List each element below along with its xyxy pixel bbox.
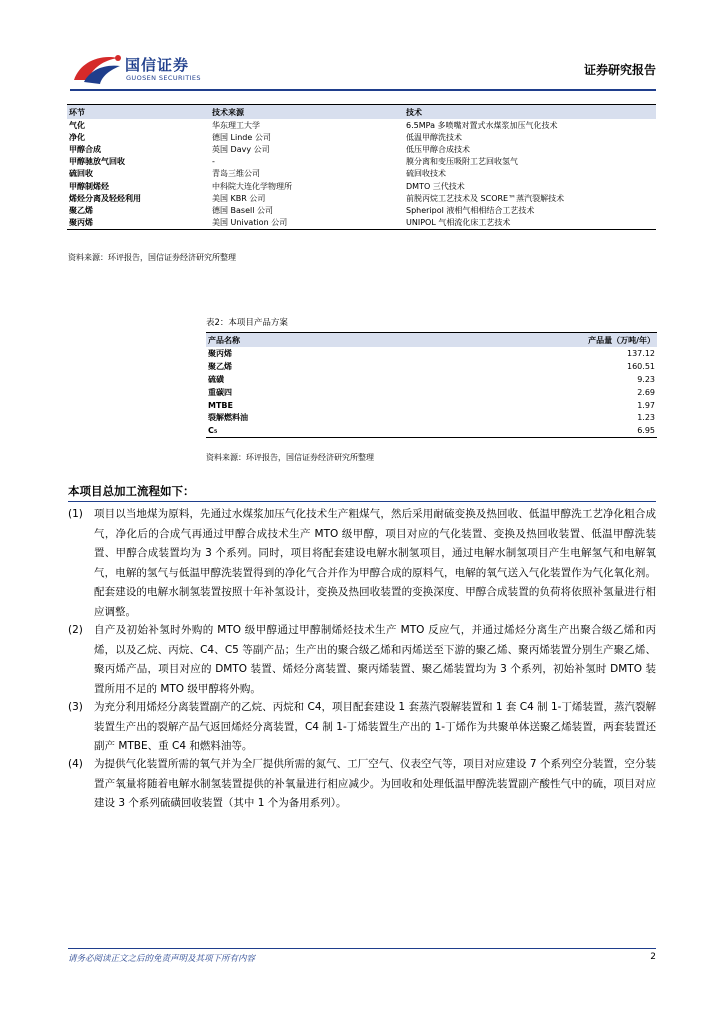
footer-divider [68,948,656,949]
table-cell: 硫回收技术 [406,169,446,179]
table-cell: 甲醇制烯烃 [69,181,109,191]
table-cell: UNIPOL 气相流化床工艺技术 [404,217,656,230]
report-type-label: 证券研究报告 [583,63,656,77]
table-row [67,192,656,204]
paragraph-number: (3) [68,701,83,713]
table-cell: 1.97 [637,400,655,410]
section-divider [68,501,656,502]
table-cell: 硫磺 [208,374,224,384]
table-cell: 膜分离和变压吸附工艺回收氢气 [406,157,518,167]
guosen-logo-icon [70,50,130,86]
section-heading: 本项目总加工流程如下： [68,484,195,498]
table-row [67,156,656,168]
paragraph-number: (4) [68,758,83,770]
table-row [206,360,657,373]
table-cell: 低温甲醇洗技术 [406,132,462,142]
table-cell: C₅ [206,424,379,437]
column-header: 环节 [67,105,210,120]
table-cell: 硫回收 [69,169,93,179]
table-cell: 160.51 [627,361,655,371]
header-divider [70,89,656,91]
table-cell: 6.95 [379,424,657,437]
table-cell: 裂解燃料油 [208,413,248,423]
table-cell: 中科院大连化学物理所 [212,181,292,191]
table-cell: 1.23 [637,413,655,423]
brand-name-en: GUOSEN SECURITIES [126,74,201,82]
table-cell: 聚乙烯 [69,205,93,215]
table-cell: 6.5MPa 多喷嘴对置式水煤浆加压气化技术 [406,120,558,130]
table-source-note: 资料来源：环评报告，国信证券经济研究所整理 [206,453,374,462]
paragraph [68,505,656,622]
brand-name-cn: 国信证券 [125,56,190,74]
table-row [67,217,656,230]
table-cell: 德国 Basell 公司 [212,205,274,215]
column-header: 产品名称 [206,333,379,348]
table-cell: 华东理工大学 [212,120,260,130]
table-cell: - [212,157,215,167]
table-cell: 前脱丙烷工艺技术及 SCORE™蒸汽裂解技术 [406,193,565,203]
paragraph [68,698,656,757]
table-row [206,373,657,386]
table-row [67,204,656,216]
table-cell: 聚丙烯 [208,348,232,358]
table-cell: 聚乙烯 [208,361,232,371]
table-cell: 2.69 [637,387,655,397]
disclaimer-note: 请务必阅读正文之后的免责声明及其项下所有内容 [68,954,256,964]
table-row [67,168,656,180]
table-cell: 美国 KBR 公司 [212,193,266,203]
paragraph [68,755,656,814]
table-cell: MTBE [208,400,233,410]
table-cell: 甲醇合成 [69,144,101,154]
table-row [206,347,657,360]
technology-source-table [67,104,656,230]
table-cell: DMTO 三代技术 [406,181,465,191]
table-cell: 德国 Linde 公司 [212,132,271,142]
table-cell: 137.12 [627,348,655,358]
paragraph-number: (1) [68,508,83,520]
table-header-row [67,105,656,120]
table-cell: 青岛三维公司 [212,169,260,179]
paragraph-text: 为提供气化装置所需的氧气并为全厂提供所需的氮气、工厂空气、仪表空气等，项目对应建设 7 个系列空分装置，空分装置产氧量将随着电解水制氢装置提供的补氧量进行相应减少。为回收和处理低温甲醇洗装置副产酸性气中的硫，项目对应建设 3 个系列硫磺回收装置（其中 1 个为备用系列）。 [94,758,656,809]
table-title: 表2：本项目产品方案 [206,318,288,328]
table-header-row [206,333,657,348]
table-cell: 甲醇驰放气回收 [69,157,125,167]
table-row [206,424,657,437]
table-cell: 烯烃分离及轻烃利用 [69,193,141,203]
column-header: 技术来源 [210,105,404,120]
table-row [67,131,656,143]
table-source-note: 资料来源：环评报告，国信证券经济研究所整理 [68,253,236,262]
page-number: 2 [650,952,656,962]
table-cell: 9.23 [637,374,655,384]
table-cell: 净化 [69,132,85,142]
paragraph-number: (2) [68,624,83,636]
page-header [70,50,656,88]
table-row [67,143,656,155]
paragraph-text: 项目以当地煤为原料，先通过水煤浆加压气化技术生产粗煤气，然后采用耐硫变换及热回收、低温甲醇洗工艺净化粗合成气，净化后的合成气再通过甲醇合成技术生产 MTO 级甲醇，项目对应的气化装置、变换及热回收装置、低温甲醇洗装置、甲醇合成装置均为 3 个系列。同时，项目将配套建设电解水制氢项目，通过电解水制氢项目产生电解氢气和电解氧气，电解的氢气与低温甲醇洗装置得到的净化气合并作为甲醇合成的原料气，电解的氧气送入气化装置作为气化氧化剂。配套建设的电解水制氢装置按照十年补氢设计，变换及热回收装置的变换深度、甲醇合成装置的负荷将依照补氢量进行相应调整。 [94,508,656,618]
table-row [206,411,657,424]
table-cell: 低压甲醇合成技术 [406,144,470,154]
table-cell: 英国 Davy 公司 [212,144,270,154]
paragraph [68,621,656,699]
table-row [206,386,657,399]
table-cell: 聚丙烯 [67,217,210,230]
table-cell: 重碳四 [208,387,232,397]
table-cell: 气化 [69,120,85,130]
table-cell: Spheripol 液相气相相结合工艺技术 [406,205,535,215]
table-row [206,399,657,412]
product-plan-table [206,332,657,438]
table-row [67,180,656,192]
column-header: 产品量（万吨/年） [379,333,657,348]
column-header: 技术 [404,105,656,120]
paragraph-text: 为充分利用烯烃分离装置副产的乙烷、丙烷和 C4，项目配套建设 1 套蒸汽裂解装置和 1 套 C4 制 1-丁烯装置，蒸汽裂解装置生产出的裂解产品气返回烯烃分离装置，C4 制 1-丁烯装置生产出的 1-丁烯作为共聚单体送聚乙烯装置，两套装置还副产 MTBE、重 C4 和燃料油等。 [94,701,656,752]
table-cell: 美国 Univation 公司 [210,217,404,230]
table-row [67,119,656,131]
paragraph-text: 自产及初始补氢时外购的 MTO 级甲醇通过甲醇制烯烃技术生产 MTO 反应气，并通过烯烃分离生产出聚合级乙烯和丙烯，以及乙烷、丙烷、C4、C5 等副产品；生产出的聚合级乙烯和丙烯送至下游的聚乙烯、聚丙烯装置分别生产聚乙烯、聚丙烯产品，项目对应的 DMTO 装置、烯烃分离装置、聚丙烯装置、聚乙烯装置均为 3 个系列，初始补氢时 DMTO 装置所用不足的 MTO 级甲醇将外购。 [94,624,656,695]
